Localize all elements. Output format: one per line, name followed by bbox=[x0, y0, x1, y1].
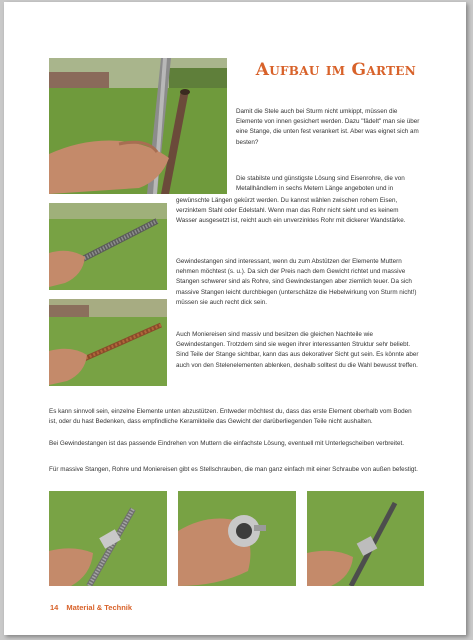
paragraph-set-screws: Für massive Stangen, Rohre und Moniereisen gibt es Stellschrauben, die man ganz einfach mit einer Schraube von außen befestigt. bbox=[49, 466, 418, 473]
page-number: 14 bbox=[50, 603, 59, 612]
photo-rebar bbox=[49, 299, 167, 386]
page-footer bbox=[50, 603, 132, 612]
paragraph-nuts: Bei Gewindestangen ist das passende Eindrehen von Muttern die einfachste Lösung, eventuell mit Unterlegscheiben verbreitet. bbox=[49, 440, 404, 447]
paragraph-threaded-rods: Gewindestangen sind interessant, wenn du zum Abstützen der Elemente Muttern nehmen möchtest (s. u.). Da sich der Preis nach dem Gewicht richtet und massive Stangen schwerer sind als Rohre, sind Gewindestangen aber ziemlich teuer. Da sich massive Stangen leicht durchbiegen (unterschätze die Hebelwirkung von Sturm nicht!) müssen sie auch recht dick sein. bbox=[176, 258, 417, 306]
paragraph-intro: Damit die Stele auch bei Sturm nicht umkippt, müssen die Elemente von innen gesichert werden. Dazu "fädelt" man sie über eine Stange, die unten fest verankert ist. Aber was eignet sich am besten? bbox=[236, 108, 420, 146]
photo-set-collar bbox=[178, 491, 296, 586]
paragraph-iron-pipes-start: Die stabilste und günstigste Lösung sind Eisenrohre, die von Metallhändlern in sechs Metern Länge angeboten und in bbox=[236, 175, 405, 193]
photo-rod-with-nut bbox=[49, 491, 167, 586]
book-page bbox=[4, 2, 466, 635]
photo-threaded-rod bbox=[49, 203, 167, 290]
paragraph-iron-pipes-cont: gewünschte Längen gekürzt werden. Du kannst wählen zwischen rohem Eisen, verzinktem Stahl oder Edelstahl. Wenn man das Rohr nicht sieht und es keinem Wasser ausgesetzt ist, reicht auch ein unverzinktes Rohr mit dickerer Wandstärke. bbox=[176, 197, 406, 225]
page-title: Aufbau im Garten bbox=[255, 60, 416, 80]
paragraph-support: Es kann sinnvoll sein, einzelne Elemente unten abzustützen. Entweder möchtest du, dass das erste Element oberhalb vom Boden ist, oder du hast Bedenken, dass empfindliche Keramikteile das Gewicht der darüberliegenden Teile nicht aushalten. bbox=[49, 408, 412, 426]
paragraph-rebar: Auch Moniereisen sind massiv und besitzen die gleichen Nachteile wie Gewindestangen. Trotzdem sind sie wegen ihrer interessanten Struktur sehr beliebt. Sind Teile der Stange sichtbar, kann das aus dekorativer Sicht gut sein. Es könnte aber auch von den Stelenelementen ablenken, deshalb solltest du die Wahl bewusst treffen. bbox=[176, 331, 419, 369]
photo-iron-pipes bbox=[49, 58, 227, 194]
section-name: Material & Technik bbox=[66, 603, 133, 612]
photo-rod-with-collar bbox=[307, 491, 424, 586]
